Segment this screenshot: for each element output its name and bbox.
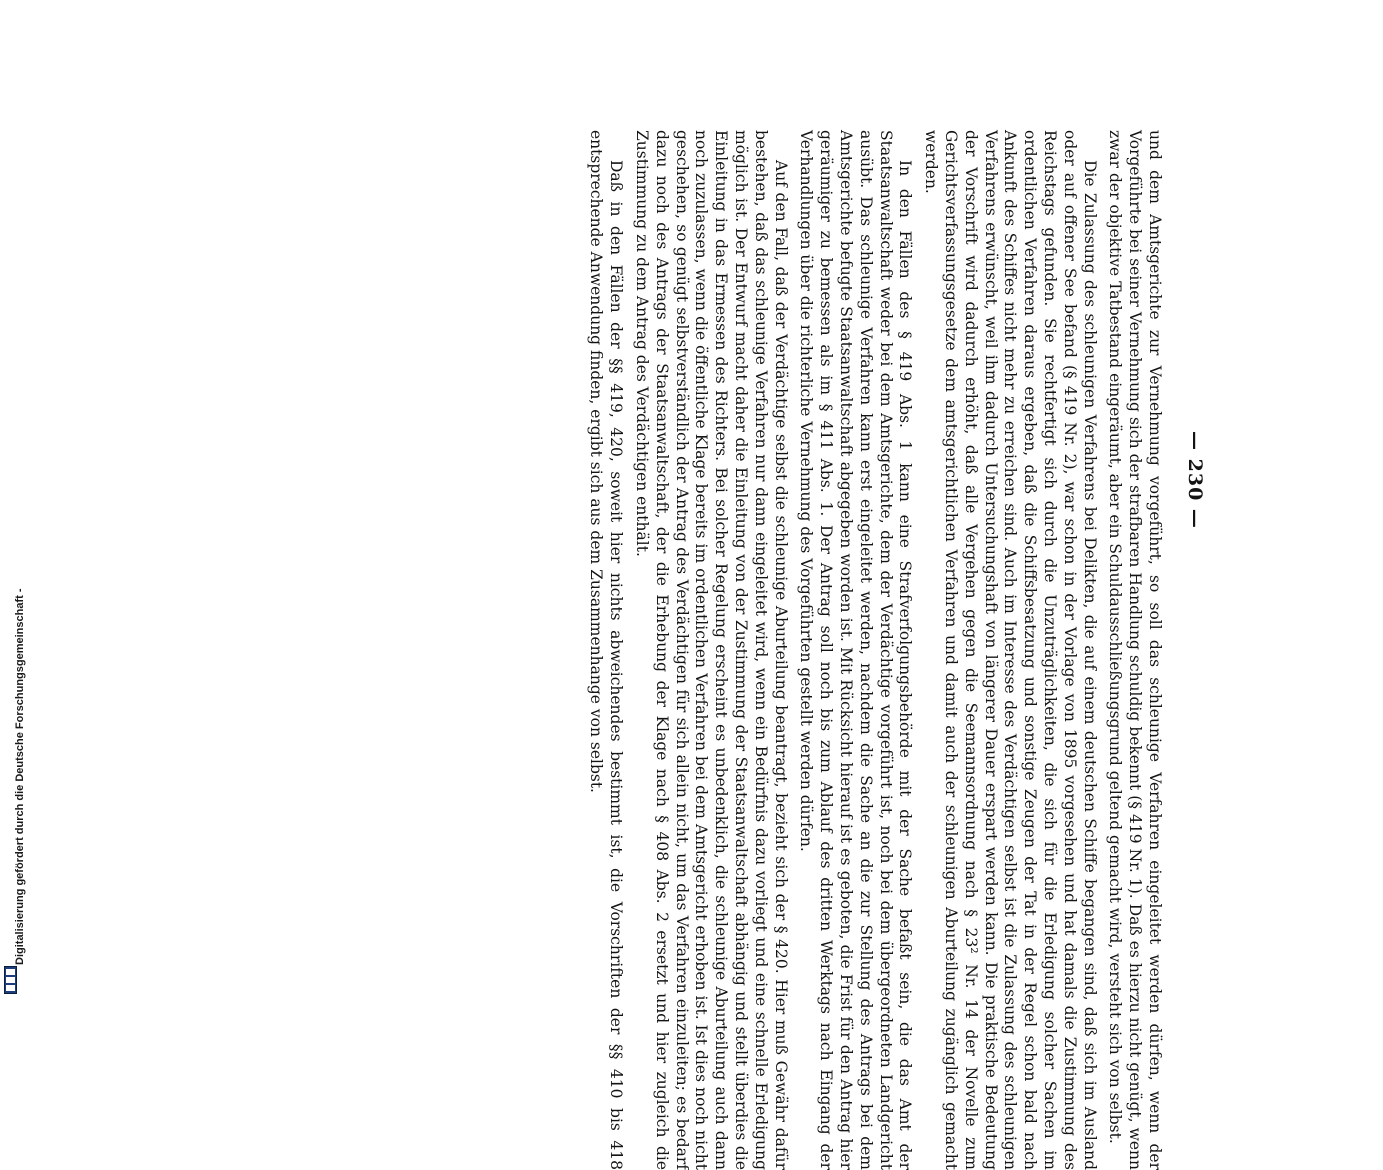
dfg-logo-icon: [4, 966, 17, 994]
paragraph: Auf den Fall, daß der Verdächtige selbst die schleunige Aburteilung beantragt, bezieht sich der § 420. Hier muß Gewähr dafür bestehen, daß das schleunige Verfahren nur dann eingeleitet wird, wenn ein Bedürfnis dazu vorliegt und eine schnelle Erledigung möglich ist. Der Entwurf macht daher die Einleitung von der Zustimmung der Staatsanwaltschaft abhängig und stellt überdies die Einleitung in das Ermessen des Richters. Bei solcher Regelung erscheint es unbedenklich, die schleunige Aburteilung auch dann noch zuzulassen, wenn die öffentliche Klage bereits im ordentlichen Verfahren bei dem Amtsgericht erhoben ist. Ist dies noch nicht geschehen, so genügt selbstverständlich der Antrag des Verdächtigen für sich allein nicht, um das Verfahren einzuleiten; es bedarf dazu noch des Antrags der Staatsanwaltschaft, der die Erhebung der Klage nach § 408 Abs. 2 ersetzt und hier zugleich die Zustimmung zu dem Antrag des Verdächtigen enthält.: [633, 130, 790, 1170]
attribution-text: Digitalisierung gefördert durch die Deutsche Forschungsgemeinschaft -: [14, 588, 26, 965]
paragraph: In den Fällen des § 419 Abs. 1 kann eine Strafverfolgungsbehörde mit der Sache befaßt sein, die das Amt der Staatsanwaltschaft weder bei dem Amtsgerichte, dem der Verdächtige vorgeführt ist, noch bei dem übergeordneten Landgericht ausübt. Das schleunige Verfahren kann erst eingeleitet werden, nachdem die Sache an die zur Stellung des Antrags bei dem Amtsgerichte befugte Staatsanwaltschaft abgegeben worden ist. Mit Rücksicht hierauf ist es geboten, die Frist für den Antrag hier geräumiger zu bemessen als im § 411 Abs. 1. Der Antrag soll noch bis zum Ablauf des dritten Werktags nach Eingang der Verhandlungen über die richterliche Vernehmung des Vorgeführten gestellt werden dürfen.: [797, 130, 915, 1170]
paragraph: und dem Amtsgerichte zur Vernehmung vorgeführt, so soll das schleunige Verfahren eingeleitet werden dürfen, wenn der Vorgeführte bei seiner Vernehmung sich der strafbaren Handlung schuldig bekennt (§ 419 Nr. 1). Daß es hierzu nicht genügt, wenn zwar der objektive Tatbestand eingeräumt, aber ein Schuldausschließungsgrund geltend gemacht wird, versteht sich von selbst.: [1106, 130, 1164, 1170]
margin-attribution: [0, 0, 30, 1000]
document-body: [586, 130, 1164, 1170]
page-number: — 230 —: [1184, 431, 1206, 529]
paragraph: Daß in den Fällen der §§ 419, 420, soweit hier nichts abweichendes bestimmt ist, die Vorschriften der §§ 410 bis 418 entsprechende Anwendung finden, ergibt sich aus dem Zusammenhange von selbst.: [587, 130, 626, 1170]
rotated-document-page: [130, 130, 1210, 1170]
paragraph: Die Zulassung des schleunigen Verfahrens bei Delikten, die auf einem deutschen Schiffe begangen sind, daß sich im Ausland oder auf offener See befand (§ 419 Nr. 2), war schon in der Vorlage von 1895 vorgesehen und hat damals die Zustimmung des Reichstags gefunden. Sie rechtfertigt sich durch die Unzuträglichkeiten, die sich für die Erledigung solcher Sachen im ordentlichen Verfahren daraus ergeben, daß die Schiffsbesatzung und sonstige Zeugen der Tat in der Regel schon bald nach Ankunft des Schiffes nicht mehr zu erreichen sind. Auch im Interesse des Verdächtigen selbst ist die Zulassung des schleunigen Verfahrens erwünscht, weil ihm dadurch Untersuchungshaft von längerer Dauer erspart werden kann. Die praktische Bedeutung der Vorschrift wird dadurch erhöht, daß alle Vergehen gegen die Seemannsordnung nach § 23² Nr. 14 der Novelle zum Gerichtsverfassungsgesetze dem amtsgerichtlichen Verfahren und damit auch der schleunigen Aburteilung zugänglich gemacht werden.: [922, 130, 1099, 1170]
